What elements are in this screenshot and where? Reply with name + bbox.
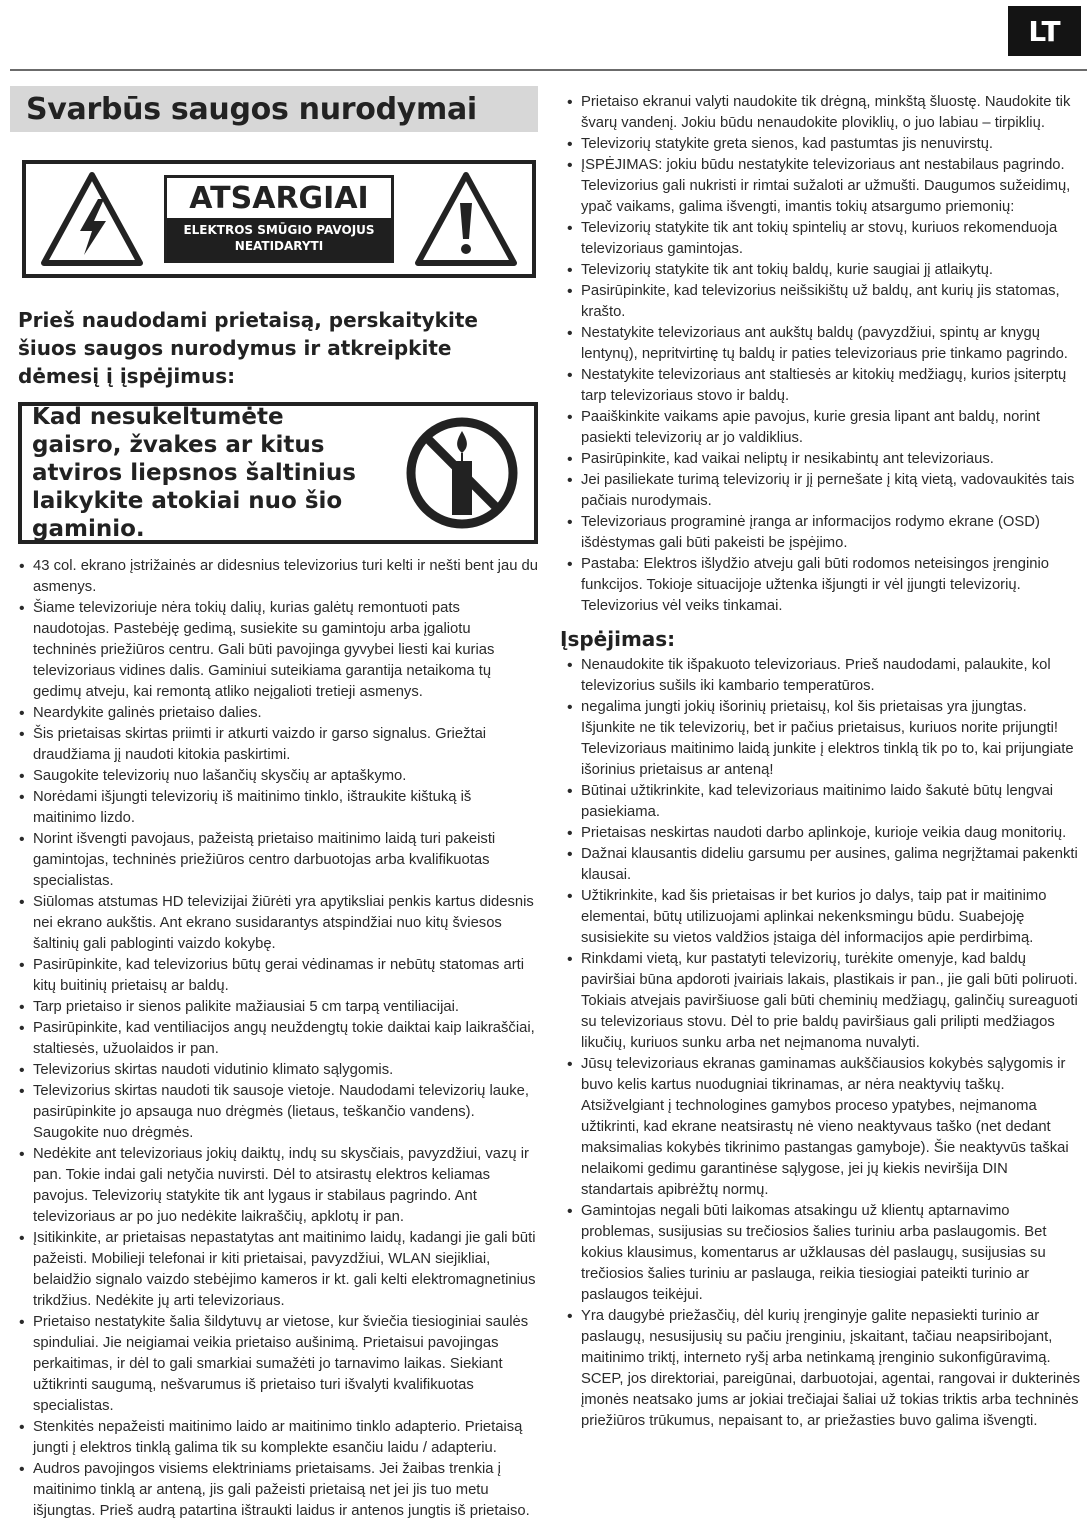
- list-item: • Saugokite televizorių nuo lašančių skysčių ar aptaškymo.: [10, 766, 538, 787]
- list-item: • Yra daugybė priežasčių, dėl kurių įrenginyje galite nepasiekti turinio ar paslaugų, nesusijusių su pačiu įrenginiu, įskaitant, tačiau neapsiribojant, maitinimo triktį, interneto ryšį arba netinkamą įrenginio sukonfigūravimą. SCEP, jos direktoriai, pareigūnai, darbuotojai, agentai, rangovai ir dukterinės įmonės neatsako jums ar jokiai trečiajai šaliai už tokias triktis arba techninės priežiūros trūkumus, nepaisant to, ar priežasties buvo galima išvengti.: [558, 1306, 1080, 1432]
- list-item: • Siūlomas atstumas HD televizijai žiūrėti yra apytiksliai penkis kartus didesnis nei ekrano aukštis. Ant ekrano susidarantys atspindžiai nuo kitų šviesos šaltinių gali pabloginti vaizdo kokybę.: [10, 892, 538, 955]
- caution-center-box: [164, 175, 394, 263]
- list-item: • Televizorių statykite tik ant tokių baldų, kurie saugiai jį atlaikytų.: [558, 260, 1080, 281]
- fire-warning-text: Kad nesukeltumėte gaisro, žvakes ar kitus atviros liepsnos šaltinius laikykite atokiai nuo šio gaminio.: [32, 404, 356, 542]
- exclamation-warning-icon: [414, 171, 518, 267]
- list-item: • Televizorių statykite tik ant tokių spintelių ar stovų, kuriuos rekomenduoja televizoriaus gamintojas.: [558, 218, 1080, 260]
- list-item: • Pasirūpinkite, kad televizorius būtų gerai vėdinamas ir nebūtų statomas arti kitų buitinių prietaisų ar baldų.: [10, 955, 538, 997]
- list-item: • Šiame televizoriuje nėra tokių dalių, kurias galėtų remontuoti pats naudotojas. Pastebėję gedimą, susiekite su gamintoju arba įgaliotu techninės priežiūros centru. Gali būti pavojinga gyvybei liesti kai kurias televizoriaus vidines dalis. Gaminiui suteikiama garantija netaikoma tų gedimų atveju, kai remontą atliko neįgalioti tretieji asmenys.: [10, 598, 538, 703]
- list-item: • Gamintojas negali būti laikomas atsakingu už klientų aptarnavimo problemas, susijusias su trečiosios šalies turiniu arba paslaugomis. Bet kokius klausimus, komentarus ar užklausas dėl paslaugų, susijusias su trečiosios šalies turiniu ar paslauga, reikia tiesiogiai pateikti turinio ar paslaugos teikėjui.: [558, 1201, 1080, 1306]
- list-item: • Rinkdami vietą, kur pastatyti televizorių, turėkite omenyje, kad baldų paviršiai būna apdoroti įvairiais lakais, plastikais ir pan., jie gali būti poliruoti. Tokiais atvejais paviršiuose gali būti cheminių medžiagų, galinčių sureaguoti su televizoriaus stovu. Dėl to prie baldų paviršiaus gali prilipti medžiagos likučių, kuriuos sunku arba net neįmanoma nuvalyti.: [558, 949, 1080, 1054]
- list-item: • Televizorius skirtas naudoti tik sausoje vietoje. Naudodami televizorių lauke, pasirūpinkite jo apsauga nuo drėgmės (lietaus, teškančio vandens). Saugokite nuo drėgmės.: [10, 1081, 538, 1144]
- warnings-list: [558, 655, 1080, 1432]
- caution-label: [22, 160, 536, 278]
- list-item: • Prietaisas neskirtas naudoti darbo aplinkoje, kurioje veikia daug monitorių.: [558, 823, 1080, 844]
- language-badge: LT: [1008, 6, 1081, 56]
- header-divider: [10, 69, 1087, 71]
- list-item: • Jei pasiliekate turimą televizorių ir jį pernešate į kitą vietą, vadovaukitės tais pačiais nurodymais.: [558, 470, 1080, 512]
- caution-subtitle: [167, 218, 391, 260]
- list-item: • Būtinai užtikrinkite, kad televizoriaus maitinimo laido šakutė būtų lengvai pasiekiama.: [558, 781, 1080, 823]
- list-item: • Norėdami išjungti televizorių iš maitinimo tinklo, ištraukite kištuką iš maitinimo lizdo.: [10, 787, 538, 829]
- list-item: • Pasirūpinkite, kad televizorius neišsikištų už baldų, ant kurių jis statomas, krašto.: [558, 281, 1080, 323]
- list-item: • Užtikrinkite, kad šis prietaisas ir bet kurios jo dalys, taip pat ir maitinimo elementai, būtų utilizuojami aplinkai nekenksmingu būdu. Suabejoję susisiekite su vietos valdžios įstaiga dėl informacijos apie perdirbimą.: [558, 886, 1080, 949]
- list-item: • 43 col. ekrano įstrižainės ar didesnius televizorius turi kelti ir nešti bent jau du asmenys.: [10, 556, 538, 598]
- list-item: • Prietaiso ekranui valyti naudokite tik drėgną, minkštą šluostę. Naudokite tik švarų vandenį. Jokiu būdu nenaudokite ploviklių, o juo labiau – tirpiklių.: [558, 92, 1080, 134]
- caution-subtitle-line1: ELEKTROS SMŪGIO PAVOJUS: [183, 223, 375, 237]
- list-item: • Pasirūpinkite, kad ventiliacijos angų neuždengtų tokie daiktai kaip laikraščiai, staltiesės, užuolaidos ir pan.: [10, 1018, 538, 1060]
- list-item: • Pastaba: Elektros išlydžio atveju gali būti rodomos neteisingos įrenginio funkcijos. Tokioje situacijoje užtenka išjungti ir vėl įjungti televizorių. Televizorius vėl veiks tinkamai.: [558, 554, 1080, 617]
- list-item: • Jūsų televizoriaus ekranas gaminamas aukščiausios kokybės sąlygomis ir buvo kelis kartus nuodugniai tikrinamas, ar nėra neaktyvių taškų. Atsižvelgiant į technologines gamybos proceso ypatybes, neįmanoma užtikrinti, kad ekrane neatsirastų nė vieno neaktyvaus taško (net dedant maksimalias kokybės tikrinimo pastangas gamyboje). Šie neaktyvūs taškai nelaikomi gedimu garantinėse sąlygose, jei jų kiekis neviršija DIN standartais apibrėžtų normų.: [558, 1054, 1080, 1201]
- list-item: • Audros pavojingos visiems elektriniams prietaisams. Jei žaibas trenkia į maitinimo tinklą ar anteną, jis gali pažeisti prietaisą net jei jis tuo metu išjungtas. Prieš audrą patartina ištraukti laidus ir antenos jungtis iš prietaiso.: [10, 1459, 538, 1522]
- list-item: • Nestatykite televizoriaus ant staltiesės ar kitokių medžiagų, kurios įsiterptų tarp televizoriaus stovo ir baldų.: [558, 365, 1080, 407]
- no-candle-icon: [404, 415, 520, 531]
- list-item: • negalima jungti jokių išorinių prietaisų, kol šis prietaisas yra įjungtas. Išjunkite ne tik televizorių, bet ir pačius prietaisus, kuriuos norite prijungti! Televizoriaus maitinimo laidą junkite į elektros tinklą tik po to, kai prijungiate išorinius prietaisus ar anteną!: [558, 697, 1080, 781]
- list-item: • Prietaiso nestatykite šalia šildytuvų ar vietose, kur šviečia tiesioginiai saulės spinduliai. Jie neigiamai veikia prietaiso aušinimą. Prietaisui pavojingas perkaitimas, ir dėl to gali smarkiai sumažėti jo tarnavimo laikas. Siekiant užtikrinti saugumą, nešvarumus iš prietaiso turi išvalyti kvalifikuotas specialistas.: [10, 1312, 538, 1417]
- list-item: • ĮSPĖJIMAS: jokiu būdu nestatykite televizoriaus ant nestabilaus pagrindo. Televizorius gali nukristi ir rimtai sužaloti ar užmušti. Daugumos sužeidimų, ypač vaikams, galima išvengti, imantis tokių atsargumo priemonių:: [558, 155, 1080, 218]
- page-title: Svarbūs saugos nurodymai: [26, 91, 477, 127]
- list-item: • Pasirūpinkite, kad vaikai neliptų ir nesikabintų ant televizoriaus.: [558, 449, 1080, 470]
- safety-list-left: [10, 556, 538, 1522]
- warnings-heading: Įspėjimas:: [560, 627, 676, 651]
- list-item: • Norint išvengti pavojaus, pažeistą prietaiso maitinimo laidą turi pakeisti gamintojas, techninės priežiūros centro darbuotojas arba kvalifikuotas specialistas.: [10, 829, 538, 892]
- list-item: • Stenkitės nepažeisti maitinimo laido ar maitinimo tinklo adapterio. Prietaisą jungti į elektros tinklą galima tik su komplekte esančiu laidu / adapteriu.: [10, 1417, 538, 1459]
- title-bar: [10, 86, 538, 132]
- list-item: • Dažnai klausantis dideliu garsumu per ausines, galima negrįžtamai pakenkti klausai.: [558, 844, 1080, 886]
- lightning-warning-icon: [40, 171, 144, 267]
- caution-subtitle-line2: NEATIDARYTI: [234, 239, 324, 253]
- list-item: • Įsitikinkite, ar prietaisas nepastatytas ant maitinimo laidų, kadangi jie gali būti pažeisti. Mobilieji telefonai ir kiti prietaisai, pavyzdžiui, WLAN siejikliai, belaidžio signalo vaizdo stebėjimo kameros ir kt. gali kelti elektromagnetinius trikdžius. Nedėkite jų arti televizoriaus.: [10, 1228, 538, 1312]
- list-item: • Nestatykite televizoriaus ant aukštų baldų (pavyzdžiui, spintų ar knygų lentynų), nepritvirtinę tų baldų ir paties televizoriaus prie tinkamo pagrindo.: [558, 323, 1080, 365]
- fire-warning-box: [18, 402, 538, 544]
- list-item: • Neardykite galinės prietaiso dalies.: [10, 703, 538, 724]
- list-item: • Tarp prietaiso ir sienos palikite mažiausiai 5 cm tarpą ventiliacijai.: [10, 997, 538, 1018]
- left-column: [10, 86, 538, 1522]
- list-item: • Televizorių statykite greta sienos, kad pastumtas jis nenuvirstų.: [558, 134, 1080, 155]
- caution-title: ATSARGIAI: [189, 180, 369, 216]
- right-column: [558, 92, 1080, 1432]
- list-item: • Nenaudokite tik išpakuoto televizoriaus. Prieš naudodami, palaukite, kol televizorius sušils iki kambario temperatūros.: [558, 655, 1080, 697]
- list-item: • Televizoriaus programinė įranga ar informacijos rodymo ekrane (OSD) išdėstymas gali būti pakeisti be įspėjimo.: [558, 512, 1080, 554]
- list-item: • Televizorius skirtas naudoti vidutinio klimato sąlygomis.: [10, 1060, 538, 1081]
- list-item: • Nedėkite ant televizoriaus jokių daiktų, indų su skysčiais, pavyzdžiui, vazų ir pan. Tokie indai gali netyčia nuvirsti. Dėl to atsirastų elektros keliamas pavojus. Televizorių statykite tik ant lygaus ir stabilaus pagrindo. Ant televizoriaus ar po juo nedėkite laikraščių, apklotų ir pan.: [10, 1144, 538, 1228]
- list-item: • Paaiškinkite vaikams apie pavojus, kurie gresia lipant ant baldų, norint pasiekti televizorių ar jo valdiklius.: [558, 407, 1080, 449]
- read-instructions-note: Prieš naudodami prietaisą, perskaitykite šiuos saugos nurodymus ir atkreipkite dėmesį į įspėjimus:: [18, 308, 478, 388]
- list-item: • Šis prietaisas skirtas priimti ir atkurti vaizdo ir garso signalus. Griežtai draudžiama jį naudoti kitokia paskirtimi.: [10, 724, 538, 766]
- safety-list-right: [558, 92, 1080, 617]
